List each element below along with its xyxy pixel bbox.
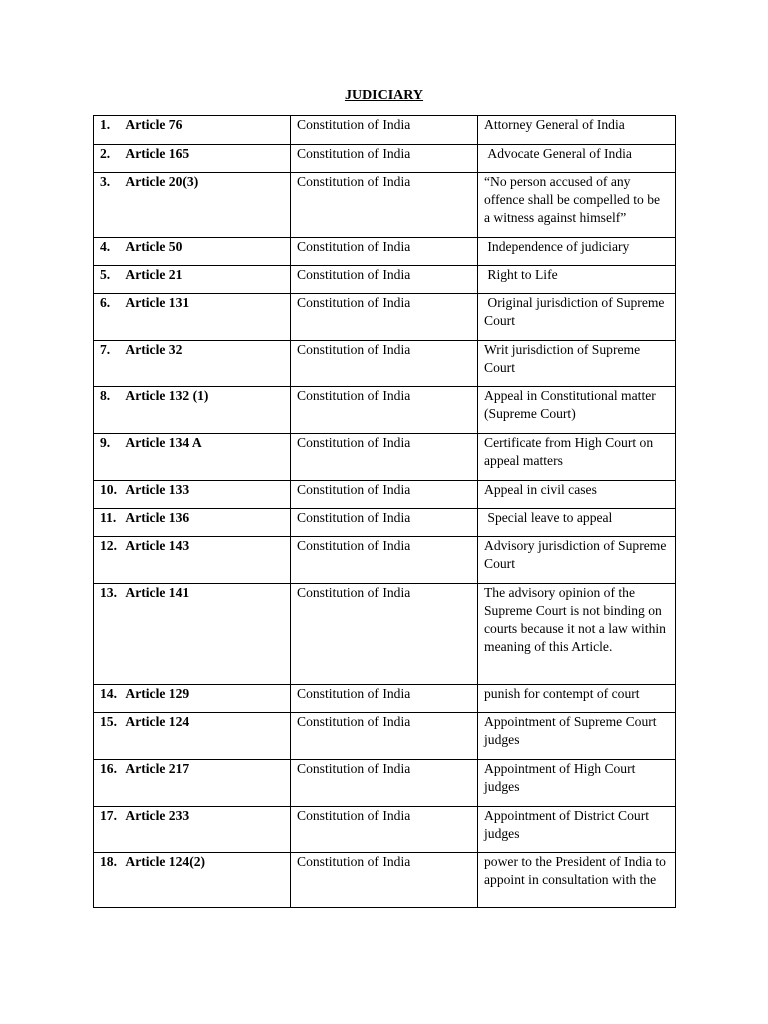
subject-cell: The advisory opinion of the Supreme Court is not binding on courts because it not a law within meaning of this Article. xyxy=(478,584,676,685)
table-row xyxy=(94,434,676,481)
subject-cell: Certificate from High Court on appeal matters xyxy=(478,434,676,481)
subject-cell: Right to Life xyxy=(478,266,676,294)
article-label: Article 124(2) xyxy=(125,854,206,869)
subject-cell: power to the President of India to appoint in consultation with the xyxy=(478,853,676,908)
article-cell xyxy=(94,481,291,509)
article-label: Article 50 xyxy=(125,239,183,254)
source-cell: Constitution of India xyxy=(291,341,478,387)
source-cell: Constitution of India xyxy=(291,713,478,760)
row-number: 16. xyxy=(100,761,117,776)
article-cell xyxy=(94,760,291,807)
source-cell: Constitution of India xyxy=(291,434,478,481)
row-number: 12. xyxy=(100,538,117,553)
article-label: Article 76 xyxy=(125,117,183,132)
article-label: Article 124 xyxy=(125,714,190,729)
article-label: Article 20(3) xyxy=(125,174,199,189)
table-row xyxy=(94,387,676,434)
table-row xyxy=(94,537,676,584)
source-cell: Constitution of India xyxy=(291,387,478,434)
subject-cell: Appeal in civil cases xyxy=(478,481,676,509)
subject-cell: Special leave to appeal xyxy=(478,509,676,537)
table-row xyxy=(94,509,676,537)
article-label: Article 217 xyxy=(125,761,190,776)
article-label: Article 143 xyxy=(125,538,190,553)
article-label: Article 136 xyxy=(125,510,190,525)
subject-cell: Attorney General of India xyxy=(478,116,676,145)
source-cell: Constitution of India xyxy=(291,145,478,173)
row-number: 9. xyxy=(100,435,111,450)
articles-table-body xyxy=(94,116,676,908)
article-cell xyxy=(94,685,291,713)
row-number: 1. xyxy=(100,117,111,132)
row-number: 15. xyxy=(100,714,117,729)
article-cell xyxy=(94,434,291,481)
subject-cell: punish for contempt of court xyxy=(478,685,676,713)
article-cell xyxy=(94,341,291,387)
table-row xyxy=(94,238,676,266)
subject-cell: Advocate General of India xyxy=(478,145,676,173)
row-number: 6. xyxy=(100,295,111,310)
row-number: 13. xyxy=(100,585,117,600)
article-cell xyxy=(94,584,291,685)
table-row xyxy=(94,341,676,387)
article-cell xyxy=(94,509,291,537)
article-label: Article 133 xyxy=(125,482,190,497)
table-row xyxy=(94,853,676,908)
table-row xyxy=(94,294,676,341)
source-cell: Constitution of India xyxy=(291,760,478,807)
row-number: 7. xyxy=(100,342,111,357)
articles-table xyxy=(93,115,676,908)
article-cell xyxy=(94,853,291,908)
source-cell: Constitution of India xyxy=(291,481,478,509)
table-row xyxy=(94,481,676,509)
article-cell xyxy=(94,294,291,341)
article-cell xyxy=(94,807,291,853)
subject-cell: Appeal in Constitutional matter (Supreme Court) xyxy=(478,387,676,434)
subject-cell: Appointment of District Court judges xyxy=(478,807,676,853)
row-number: 14. xyxy=(100,686,117,701)
source-cell: Constitution of India xyxy=(291,509,478,537)
row-number: 3. xyxy=(100,174,111,189)
source-cell: Constitution of India xyxy=(291,173,478,238)
table-row xyxy=(94,584,676,685)
article-label: Article 132 (1) xyxy=(125,388,209,403)
row-number: 18. xyxy=(100,854,117,869)
article-label: Article 233 xyxy=(125,808,190,823)
source-cell: Constitution of India xyxy=(291,685,478,713)
article-cell xyxy=(94,713,291,760)
article-cell xyxy=(94,387,291,434)
article-cell xyxy=(94,116,291,145)
article-cell xyxy=(94,145,291,173)
article-label: Article 134 A xyxy=(125,435,202,450)
row-number: 2. xyxy=(100,146,111,161)
source-cell: Constitution of India xyxy=(291,294,478,341)
article-cell xyxy=(94,537,291,584)
table-row xyxy=(94,685,676,713)
table-row xyxy=(94,760,676,807)
article-label: Article 32 xyxy=(125,342,183,357)
article-label: Article 131 xyxy=(125,295,190,310)
subject-cell: Appointment of High Court judges xyxy=(478,760,676,807)
row-number: 10. xyxy=(100,482,117,497)
source-cell: Constitution of India xyxy=(291,584,478,685)
table-row xyxy=(94,145,676,173)
table-row xyxy=(94,173,676,238)
subject-cell: “No person accused of any offence shall be compelled to be a witness against himself” xyxy=(478,173,676,238)
row-number: 8. xyxy=(100,388,111,403)
table-row xyxy=(94,266,676,294)
article-cell xyxy=(94,266,291,294)
subject-cell: Independence of judiciary xyxy=(478,238,676,266)
table-row xyxy=(94,116,676,145)
row-number: 11. xyxy=(100,510,117,525)
page-title: JUDICIARY xyxy=(344,88,424,103)
subject-cell: Advisory jurisdiction of Supreme Court xyxy=(478,537,676,584)
article-label: Article 21 xyxy=(125,267,183,282)
source-cell: Constitution of India xyxy=(291,807,478,853)
table-row xyxy=(94,807,676,853)
subject-cell: Original jurisdiction of Supreme Court xyxy=(478,294,676,341)
source-cell: Constitution of India xyxy=(291,238,478,266)
article-cell xyxy=(94,238,291,266)
row-number: 4. xyxy=(100,239,111,254)
table-row xyxy=(94,713,676,760)
source-cell: Constitution of India xyxy=(291,853,478,908)
source-cell: Constitution of India xyxy=(291,116,478,145)
article-label: Article 129 xyxy=(125,686,190,701)
row-number: 17. xyxy=(100,808,117,823)
article-cell xyxy=(94,173,291,238)
subject-cell: Appointment of Supreme Court judges xyxy=(478,713,676,760)
row-number: 5. xyxy=(100,267,111,282)
source-cell: Constitution of India xyxy=(291,537,478,584)
article-label: Article 165 xyxy=(125,146,190,161)
source-cell: Constitution of India xyxy=(291,266,478,294)
subject-cell: Writ jurisdiction of Supreme Court xyxy=(478,341,676,387)
article-label: Article 141 xyxy=(125,585,190,600)
